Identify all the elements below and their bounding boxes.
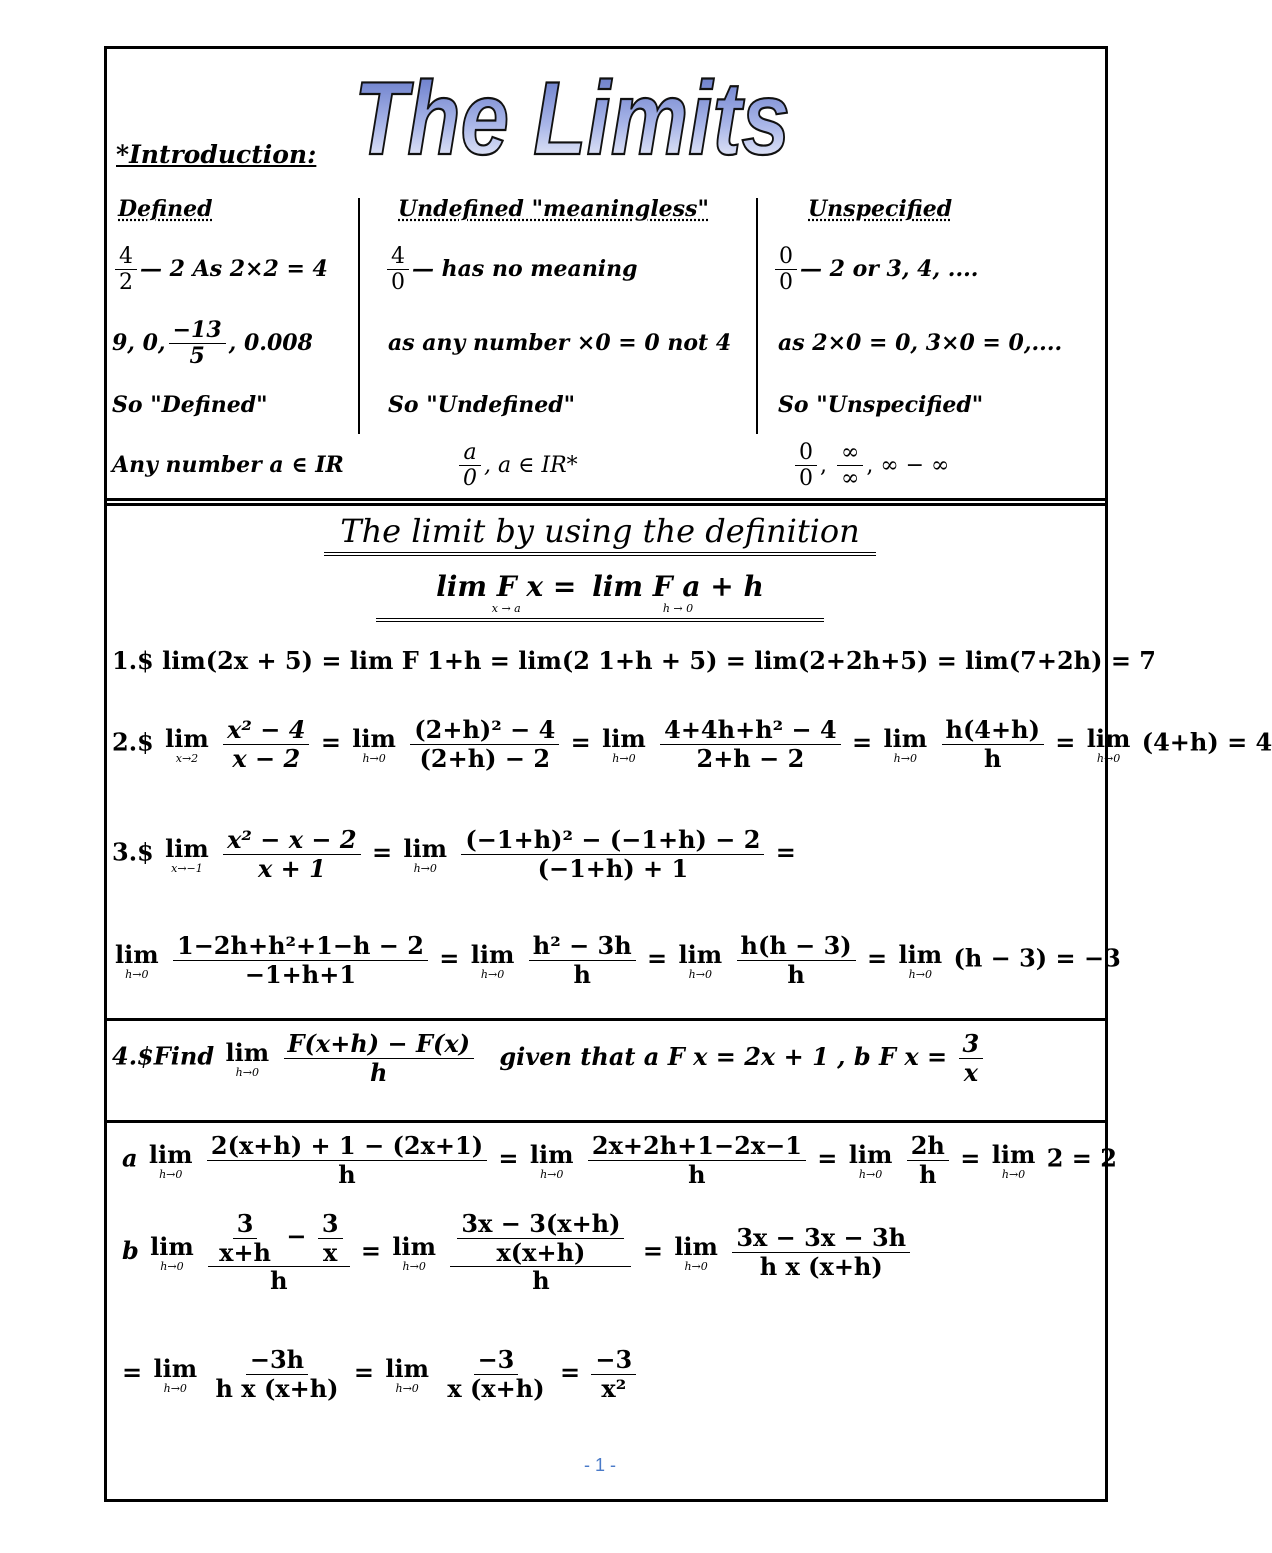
defined-general: Any number a ∈ IR — [112, 452, 344, 478]
example-1: 1.$ lim(2x + 5) = lim F 1+h = lim(2 1+h + 5) = lim(2+2h+5) = lim(7+2h) = 7 — [112, 646, 1156, 675]
part-b-continued: = lim h→0 $\frac{-3h}{\text{h x (x+h)}}$ = lim h→0 $\frac{-3}{x (x+h)}$ = $\frac{-3}{\text{x²}}$ — [122, 1346, 639, 1402]
undefined-conclusion: So "Undefined" — [388, 392, 576, 418]
example-4: 4.$Find lim h→0 $\frac{F(x+h) - F(x)}{h}$ given that a F x = 2x + 1 , b F x = $\frac{3}{x}$ — [112, 1030, 986, 1086]
defined-conclusion: So "Defined" — [112, 392, 268, 418]
intro-label: *Introduction: — [116, 140, 317, 169]
section-divider — [104, 498, 1108, 506]
page-title — [348, 52, 798, 177]
example-2: 2.$ lim x→2 $\frac{\text{x² − 4}}{x - 2}$ = lim h→0 $\frac{\text{(2+h)² − 4}}{(2+h) - 2}$ = lim h→0 $\frac{\text{4+4h+h² − 4}}{2+h - 2}$ = lim h→0 $\frac{h(4+h)}{h}$ = lim h→0 (4+h) = 4 — [112, 715, 1272, 773]
undefined-example-1: $\frac{4}{0}$ — has no meaning — [384, 244, 638, 296]
undefined-example-2: as any number ×0 = 0 not 4 — [388, 330, 732, 356]
title-wordart: The Limits — [354, 61, 790, 177]
undefined-general: $\frac{a}{0}$ , a ∈ IR* — [456, 440, 578, 492]
column-divider — [358, 198, 360, 434]
divider-line — [104, 1018, 1108, 1021]
unspecified-conclusion: So "Unspecified" — [778, 392, 984, 418]
page-number: - 1 - — [583, 1455, 616, 1475]
unspecified-example-1: $\frac{0}{0}$ — 2 or 3, 4, .... — [772, 244, 978, 296]
unspecified-example-2: as 2×0 = 0, 3×0 = 0,.... — [778, 330, 1063, 356]
unspecified-general: $\frac{0}{0}$ , $\frac{\infty}{\infty}$ , ∞ − ∞ — [792, 440, 949, 492]
part-a-solution: a lim h→0 $\frac{2(x+h) + 1 - (2x+1)}{h}$ = lim h→0 $\frac{2x+2h+1-2x-1}{h}$ = lim h→0 $\frac{2h}{h}$ = lim h→0 2 = 2 — [122, 1131, 1117, 1189]
definition-formula: lim F x = x → a lim F a + h h → 0 — [376, 570, 824, 622]
defined-example-1: $\frac{4}{2}$ — 2 As 2×2 = 4 — [112, 244, 328, 296]
section-title: The limit by using the definition — [0, 512, 1200, 550]
divider-line — [104, 1120, 1108, 1123]
header-undefined: Undefined "meaningless" — [398, 196, 709, 222]
header-unspecified: Unspecified — [808, 196, 953, 222]
part-b-solution: b lim h→0 $\frac{3}{x+h}$ − $\frac{3}{x}$ h = lim h→0 $\frac{\frac{3x - 3(x+h)}{x(x+h)}}{h}$ = lim h→0 $\frac{3x - 3x - 3h}{\text{h x (x+h)}}$ — [122, 1210, 913, 1295]
example-3-continued: lim h→0 $\frac{\text{1−2h+h²+1−h − 2}}{-1+h+1}$ = lim h→0 $\frac{\text{h² − 3h}}{h}$ = lim h→0 $\frac{h(h - 3)}{h}$ = lim h→0 (h − 3) = −3 — [115, 931, 1121, 989]
header-defined: Defined — [118, 196, 213, 222]
example-3: 3.$ lim x→−1 $\frac{\text{x² − x − 2}}{x + 1}$ = lim h→0 $\frac{\text{(−1+h)² − (−1+h) − 2}}{(-1+h) + 1}$ = — [112, 825, 796, 883]
column-divider — [756, 198, 758, 434]
defined-example-2: 9, 0, $\frac{-13}{5}$ , 0.008 — [112, 317, 313, 370]
